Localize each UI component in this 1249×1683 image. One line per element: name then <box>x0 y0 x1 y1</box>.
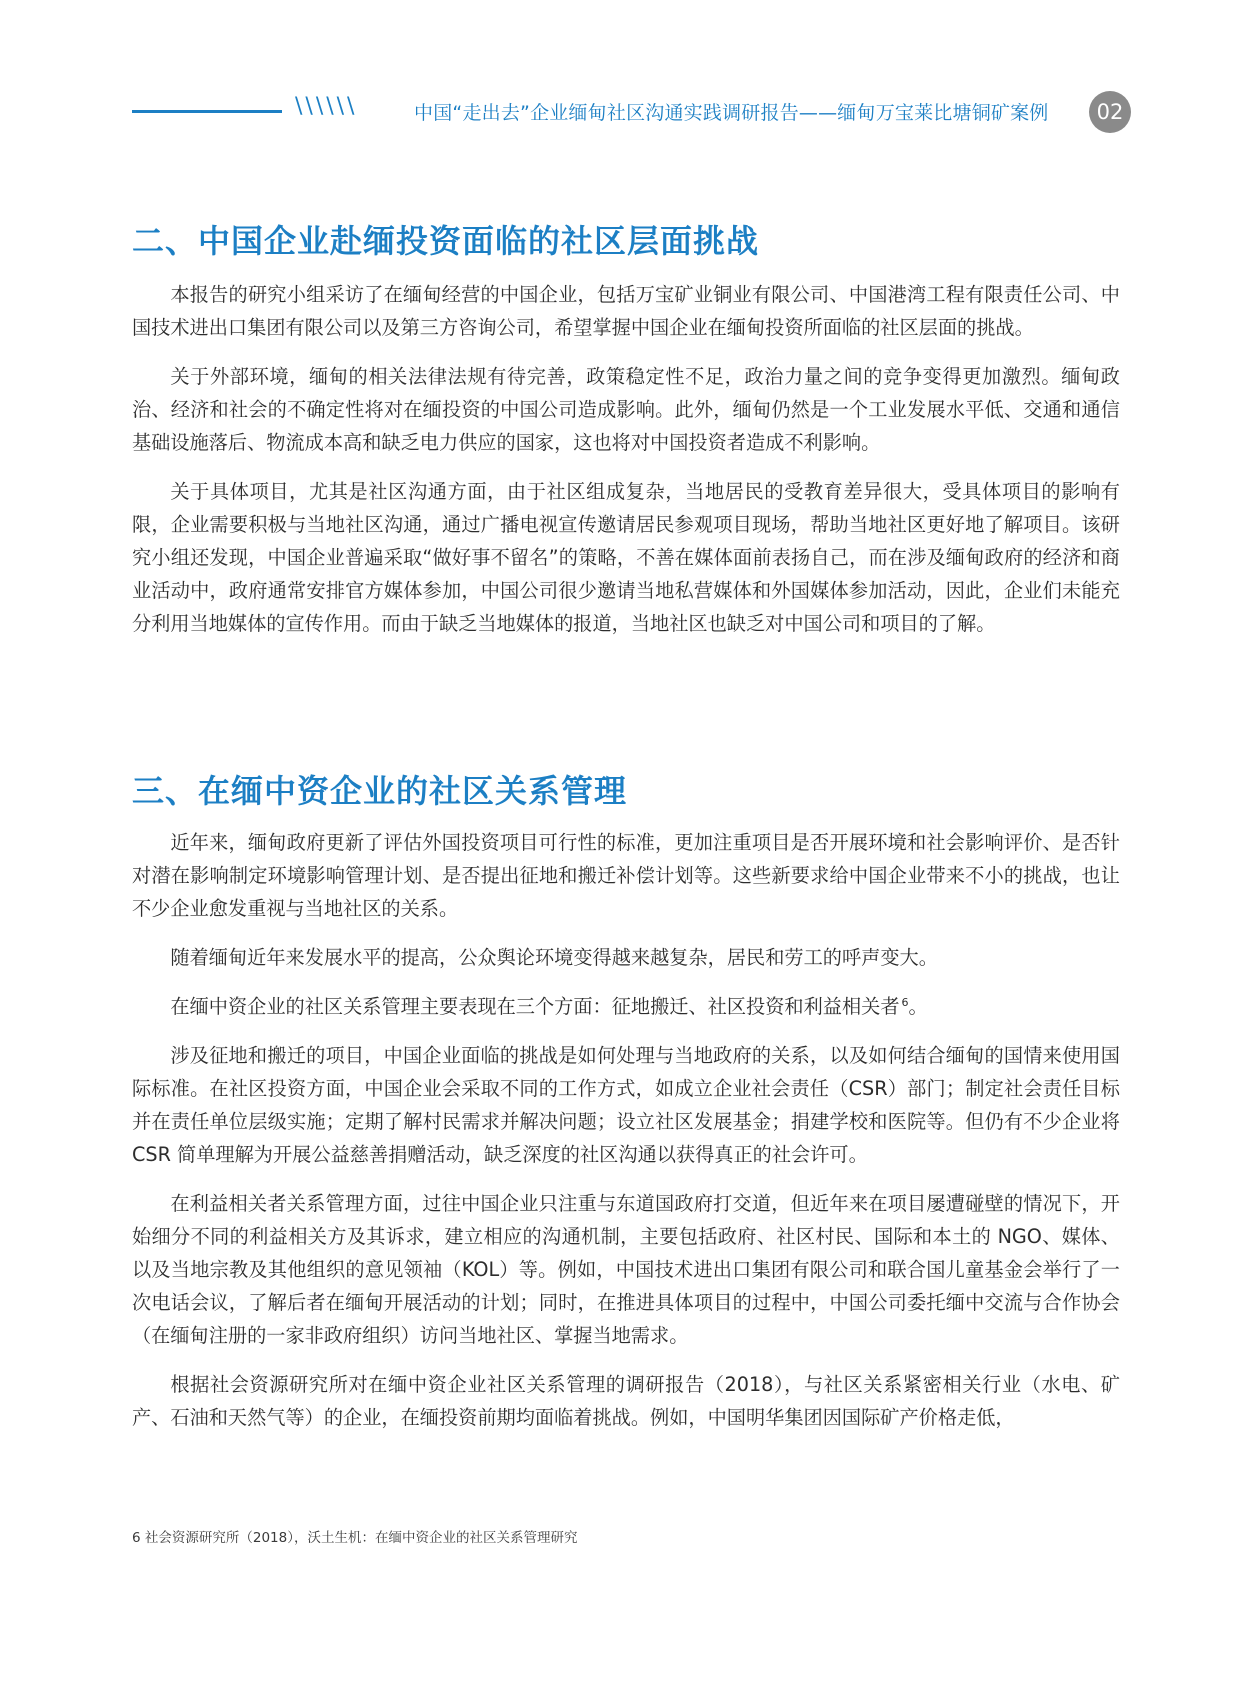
paragraph: 关于外部环境，缅甸的相关法律法规有待完善，政策稳定性不足，政治力量之间的竞争变得更加激烈。缅甸政治、经济和社会的不确定性将对在缅投资的中国公司造成影响。此外，缅甸仍然是一个工业发展水平低、交通和通信基础设施落后、物流成本高和缺乏电力供应的国家，这也将对中国投资者造成不利影响。 <box>132 365 1120 454</box>
paragraph: 在利益相关者关系管理方面，过往中国企业只注重与东道国政府打交道，但近年来在项目屡遭碰壁的情况下，开始细分不同的利益相关方及其诉求，建立相应的沟通机制，主要包括政府、社区村民、国际和本土的 NGO、媒体、以及当地宗教及其他组织的意见领袖（KOL）等。例如，中国技术进出口集团有限公司和联合国儿童基金会举行了一次电话会议，了解后者在缅甸开展活动的计划；同时，在推进具体项目的过程中，中国公司委托缅中交流与合作协会（在缅甸注册的一家非政府组织）访问当地社区、掌握当地需求。 <box>132 1192 1120 1347</box>
paragraph: 根据社会资源研究所对在缅中资企业社区关系管理的调研报告（2018），与社区关系紧密相关行业（水电、矿产、石油和天然气等）的企业，在缅投资前期均面临着挑战。例如，中国明华集团因国际矿产价格走低， <box>132 1373 1120 1429</box>
paragraph: 近年来，缅甸政府更新了评估外国投资项目可行性的标准，更加注重项目是否开展环境和社会影响评价、是否针对潜在影响制定环境影响管理计划、是否提出征地和搬迁补偿计划等。这些新要求给中国企业带来不小的挑战，也让不少企业愈发重视与当地社区的关系。 <box>132 831 1120 920</box>
section-community-relations <box>132 766 1120 1450</box>
page-number-badge: 02 <box>1089 91 1131 133</box>
footnote-reference: 6 <box>901 995 909 1009</box>
running-header <box>132 90 1122 134</box>
paragraph-end: 。 <box>908 995 928 1018</box>
paragraph-with-footnote <box>132 990 1120 1023</box>
header-slash-decoration: \\\\\\ <box>295 94 358 119</box>
paragraph: 关于具体项目，尤其是社区沟通方面，由于社区组成复杂，当地居民的受教育差异很大，受具体项目的影响有限，企业需要积极与当地社区沟通，通过广播电视宣传邀请居民参观项目现场，帮助当地社区更好地了解项目。该研究小组还发现，中国企业普遍采取“做好事不留名”的策略，不善在媒体面前表扬自己，而在涉及缅甸政府的经济和商业活动中，政府通常安排官方媒体参加，中国公司很少邀请当地私营媒体和外国媒体参加活动，因此，企业们未能充分利用当地媒体的宣传作用。而由于缺乏当地媒体的报道，当地社区也缺乏对中国公司和项目的了解。 <box>132 480 1120 635</box>
paragraph: 随着缅甸近年来发展水平的提高，公众舆论环境变得越来越复杂，居民和劳工的呼声变大。 <box>170 946 938 969</box>
section-heading: 二、中国企业赴缅投资面临的社区层面挑战 <box>132 222 760 260</box>
paragraph-text: 在缅中资企业的社区关系管理主要表现在三个方面：征地搬迁、社区投资和利益相关者 <box>170 995 900 1018</box>
report-title: 中国“走出去”企业缅甸社区沟通实践调研报告——缅甸万宝莱比塘铜矿案例 <box>414 102 1049 124</box>
paragraph: 涉及征地和搬迁的项目，中国企业面临的挑战是如何处理与当地政府的关系，以及如何结合缅甸的国情来使用国际标准。在社区投资方面，中国企业会采取不同的工作方式，如成立企业社会责任（CSR）部门；制定社会责任目标并在责任单位层级实施；定期了解村民需求并解决问题；设立社区发展基金；捐建学校和医院等。但仍有不少企业将 CSR 简单理解为开展公益慈善捐赠活动，缺乏深度的社区沟通以获得真正的社会许可。 <box>132 1044 1120 1166</box>
header-rule <box>132 110 282 113</box>
section-community-challenges <box>132 216 1120 656</box>
footnote: 6 社会资源研究所（2018），沃土生机：在缅中资企业的社区关系管理研究 <box>132 1530 578 1546</box>
paragraph: 本报告的研究小组采访了在缅甸经营的中国企业，包括万宝矿业铜业有限公司、中国港湾工程有限责任公司、中国技术进出口集团有限公司以及第三方咨询公司，希望掌握中国企业在缅甸投资所面临的社区层面的挑战。 <box>132 283 1120 339</box>
section-heading: 三、在缅中资企业的社区关系管理 <box>132 772 628 810</box>
